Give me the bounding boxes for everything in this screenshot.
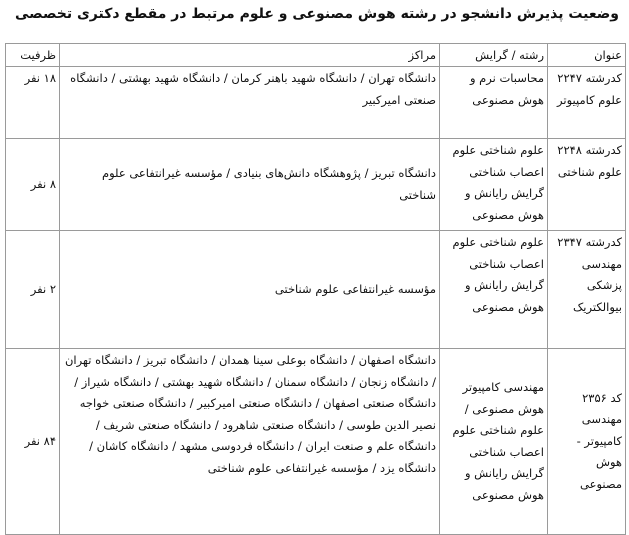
document-title: وضعیت پذیرش دانشجو در رشته هوش مصنوعی و علوم مرتبط در مقطع دکتری تخصصی — [14, 6, 619, 22]
admission-table — [5, 43, 626, 535]
row-centers-cell: دانشگاه تهران / دانشگاه شهید باهنر کرمان / دانشگاه شهید بهشتی / دانشگاه صنعتی امیرکبیر — [60, 67, 440, 139]
row-title-cell: کدرشته ۲۲۴۷ علوم کامپیوتر — [548, 67, 626, 139]
row-field-cell: محاسبات نرم و هوش مصنوعی — [440, 67, 548, 139]
row-capacity-cell: ۸ نفر — [6, 139, 60, 231]
row-centers-cell: دانشگاه تبریز / پژوهشگاه دانش‌های بنیادی / مؤسسه غیرانتفاعی علوم شناختی — [60, 139, 440, 231]
header-field: رشته / گرایش — [440, 44, 548, 67]
row-centers-cell: مؤسسه غیرانتفاعی علوم شناختی — [60, 231, 440, 349]
table-header-row — [6, 44, 626, 67]
row-title-cell: کد ۲۳۵۶ مهندسی کامپیوتر - هوش مصنوعی — [548, 349, 626, 535]
header-title: عنوان — [548, 44, 626, 67]
table-row — [6, 139, 626, 231]
table-row — [6, 67, 626, 139]
row-capacity-cell: ۸۴ نفر — [6, 349, 60, 535]
table-row — [6, 231, 626, 349]
row-capacity-cell: ۲ نفر — [6, 231, 60, 349]
table-row — [6, 349, 626, 535]
header-capacity: ظرفیت — [6, 44, 60, 67]
header-centers: مراکز — [60, 44, 440, 67]
row-title-cell: کدرشته ۲۳۴۷ مهندسی پزشکی بیوالکتریک — [548, 231, 626, 349]
row-field-cell: علوم شناختی علوم اعصاب شناختی گرایش رایانش و هوش مصنوعی — [440, 139, 548, 231]
row-capacity-cell: ۱۸ نفر — [6, 67, 60, 139]
row-title-cell: کدرشته ۲۲۴۸ علوم شناختی — [548, 139, 626, 231]
row-field-cell: علوم شناختی علوم اعصاب شناختی گرایش رایانش و هوش مصنوعی — [440, 231, 548, 349]
row-field-cell: مهندسی کامپیوتر هوش مصنوعی / علوم شناختی علوم اعصاب شناختی گرایش رایانش و هوش مصنوعی — [440, 349, 548, 535]
row-centers-cell: دانشگاه اصفهان / دانشگاه بوعلی سینا همدان / دانشگاه تبریز / دانشگاه تهران / دانشگاه زنجان / دانشگاه سمنان / دانشگاه شهید بهشتی / دانشگاه شیراز / دانشگاه صنعتی اصفهان / دانشگاه صنعتی امیرکبیر / دانشگاه صنعتی خواجه نصیر الدین طوسی / دانشگاه صنعتی شاهرود / دانشگاه صنعتی شریف / دانشگاه علم و صنعت ایران / دانشگاه فردوسی مشهد / دانشگاه کاشان / دانشگاه یزد / مؤسسه غیرانتفاعی علوم شناختی — [60, 349, 440, 535]
